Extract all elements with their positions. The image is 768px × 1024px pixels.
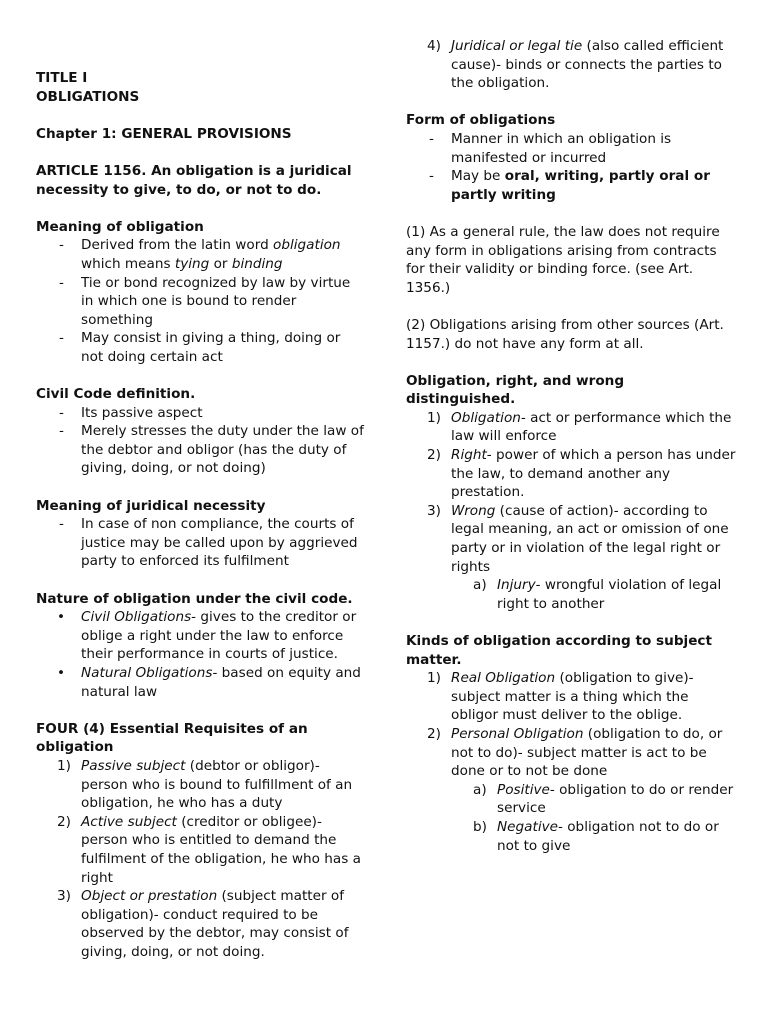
list-item: 4) Juridical or legal tie (also called efficient cause)- binds or connects the parties to the obligation. xyxy=(427,38,724,92)
list-item: • Civil Obligations- gives to the creditor or oblige a right under the law to enforce their performance in courts of justice. xyxy=(57,609,357,663)
list-item: • Natural Obligations- based on equity and natural law xyxy=(57,665,361,700)
list-item: a) Positive- obligation to do or render service xyxy=(473,781,734,817)
juridical-heading: Meaning of juridical necessity xyxy=(36,497,266,514)
list-item: 3) Object or prestation (subject matter of obligation)- conduct required to be observed by the debtor, may consist of giving, doing, or not doing. xyxy=(57,888,349,960)
paragraph: (2) Obligations arising from other sources (Art. 1157.) do not have any form at all. xyxy=(406,316,724,352)
kinds-heading: Kinds of obligation according to subject matter. xyxy=(406,633,712,668)
chapter-heading: Chapter 1: GENERAL PROVISIONS xyxy=(36,125,292,142)
list-item: - May be oral, writing, partly oral or partly writing xyxy=(429,168,710,203)
list-item: - Merely stresses the duty under the law of the debtor and obligor (has the duty of giving, doing, or not doing) xyxy=(59,423,364,477)
list-item: - Tie or bond recognized by law by virtue in which one is bound to render something xyxy=(59,274,351,328)
list-item: 1) Real Obligation (obligation to give)- subject matter is a thing which the obligor must deliver to the oblige. xyxy=(427,670,694,724)
list-item: 3) Wrong (cause of action)- according to legal meaning, an act or omission of one party or in violation of the legal right or rights xyxy=(427,502,729,575)
list-item: - Derived from the latin word obligation which means tying or binding xyxy=(59,237,341,272)
title-line: TITLE I xyxy=(36,70,88,86)
right-column xyxy=(406,37,736,855)
article-heading: ARTICLE 1156. An obligation is a juridical necessity to give, to do, or not to do. xyxy=(36,162,352,198)
list-item: - In case of non compliance, the courts of justice may be called upon by aggrieved party to enforced its fulfilment xyxy=(59,516,358,570)
form-heading: Form of obligations xyxy=(406,112,556,129)
left-column xyxy=(36,69,366,962)
title-subject: OBLIGATIONS xyxy=(36,88,140,105)
list-item: 2) Active subject (creditor or obligee)- person who is entitled to demand the fulfilment of the obligation, he who has a right xyxy=(57,813,361,886)
list-item: - Manner in which an obligation is manifested or incurred xyxy=(429,130,672,166)
paragraph: (1) As a general rule, the law does not require any form in obligations arising from contracts for their validity or binding force. (see Art. 1356.) xyxy=(406,223,720,296)
list-item: 1) Obligation- act or performance which the law will enforce xyxy=(427,409,732,445)
list-item: a) Injury- wrongful violation of legal right to another xyxy=(473,577,722,612)
list-item: - May consist in giving a thing, doing or not doing certain act xyxy=(59,330,341,365)
nature-heading: Nature of obligation under the civil code. xyxy=(36,590,353,607)
requisites-heading: FOUR (4) Essential Requisites of an obligation xyxy=(36,720,308,756)
distinction-heading: Obligation, right, and wrong distinguished. xyxy=(406,372,625,408)
civil-heading: Civil Code definition. xyxy=(36,386,196,403)
meaning-heading: Meaning of obligation xyxy=(36,218,204,235)
list-item: 2) Right- power of which a person has under the law, to demand another any prestation. xyxy=(427,447,736,501)
list-item: - Its passive aspect xyxy=(59,404,203,421)
list-item: 2) Personal Obligation (obligation to do, or not to do)- subject matter is act to be done or to not be done xyxy=(427,725,723,780)
list-item: 1) Passive subject (debtor or obligor)- person who is bound to fulfillment of an obligation, he who has a duty xyxy=(57,757,353,812)
list-item: b) Negative- obligation not to do or not to give xyxy=(473,818,719,854)
